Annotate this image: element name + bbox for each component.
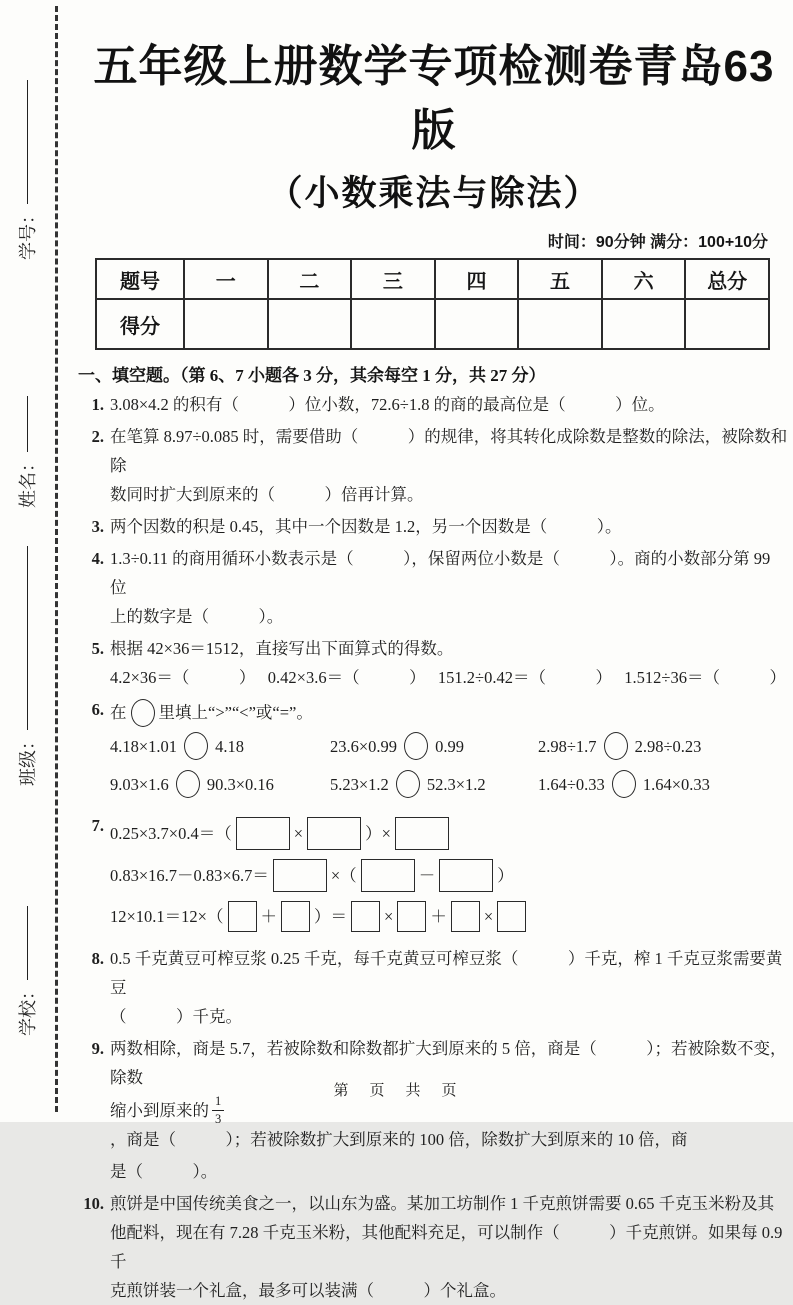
question-text: 在 bbox=[110, 703, 127, 722]
school-label: 学校： bbox=[18, 982, 38, 1036]
answer-box-small bbox=[397, 901, 426, 932]
score-table bbox=[95, 258, 770, 350]
question-item bbox=[78, 944, 790, 1031]
compare-circle bbox=[604, 732, 628, 760]
score-table-column-header: 四 bbox=[435, 259, 519, 299]
question-line: 数同时扩大到原来的（ ）倍再计算。 bbox=[110, 485, 424, 504]
sidebar-field-school bbox=[14, 906, 40, 1036]
expression-item: 151.2÷0.42＝（ ） bbox=[437, 668, 612, 687]
question-item bbox=[78, 1034, 790, 1186]
name-blank-line bbox=[27, 396, 28, 452]
question-body bbox=[110, 422, 790, 509]
question-item bbox=[78, 512, 790, 541]
class-blank-line bbox=[27, 546, 28, 730]
question-text: ） bbox=[497, 866, 514, 885]
question-item bbox=[78, 811, 790, 941]
question-text: ）× bbox=[365, 824, 391, 843]
question-body bbox=[110, 695, 790, 808]
comparison-pair bbox=[330, 770, 538, 799]
question-text: ×（ bbox=[330, 866, 357, 885]
question-number: 5. bbox=[91, 639, 104, 658]
question-line bbox=[110, 901, 790, 932]
question-number: 4. bbox=[91, 549, 104, 568]
comparison-pair bbox=[330, 732, 538, 761]
question-text: 0.25×3.7×0.4＝（ bbox=[110, 824, 232, 843]
answer-box bbox=[361, 859, 415, 892]
question-body bbox=[110, 944, 790, 1031]
question-line bbox=[110, 859, 790, 892]
question-number: 7. bbox=[91, 816, 104, 835]
question-number: 9. bbox=[91, 1039, 104, 1058]
expression-item: 4.2×36＝（ ） bbox=[110, 668, 256, 687]
comparison-pair bbox=[110, 732, 330, 761]
question-body bbox=[110, 811, 790, 941]
score-cell-empty bbox=[685, 299, 769, 349]
page-title: 五年级上册数学专项检测卷青岛63版 bbox=[93, 42, 775, 155]
comparison-pair bbox=[538, 770, 790, 799]
score-table-header-row bbox=[96, 259, 769, 299]
score-table-score-row bbox=[96, 299, 769, 349]
comparison-left: 1.64÷0.33 bbox=[538, 775, 605, 794]
question-item bbox=[78, 544, 790, 631]
score-table-column-header: 五 bbox=[518, 259, 602, 299]
answer-box-small bbox=[451, 901, 480, 932]
comparison-left: 4.18×1.01 bbox=[110, 737, 178, 756]
question-number: 6. bbox=[91, 700, 104, 719]
fraction-denominator: 3 bbox=[215, 1111, 222, 1126]
score-cell-empty bbox=[351, 299, 435, 349]
question-item bbox=[78, 1189, 790, 1305]
question-line: 根据 42×36＝1512，直接写出下面算式的得数。 bbox=[110, 639, 454, 658]
question-item bbox=[78, 422, 790, 509]
question-text: 12×10.1＝12×（ bbox=[110, 907, 224, 926]
school-blank-line bbox=[27, 906, 28, 980]
question-number: 8. bbox=[91, 949, 104, 968]
question-line: 两数相除，商是 5.7，若被除数和除数都扩大到原来的 5 倍，商是（ ）；若被除数不变，除数 bbox=[110, 1039, 787, 1087]
question-line: 1.3÷0.11 的商用循环小数表示是（ ），保留两位小数是（ ）。商的小数部分第 99 位 bbox=[110, 549, 771, 597]
question-line bbox=[110, 1095, 790, 1154]
score-table-header-label: 题号 bbox=[96, 259, 184, 299]
question-line: 是（ ）。 bbox=[110, 1162, 218, 1181]
section-heading-fill-in-blanks: 一、填空题。（第 6、7 小题各 3 分，其余每空 1 分，共 27 分） bbox=[78, 366, 546, 385]
comparison-right: 2.98÷0.23 bbox=[634, 737, 702, 756]
question-body bbox=[110, 390, 790, 419]
answer-box bbox=[307, 817, 361, 850]
comparison-right: 52.3×1.2 bbox=[426, 775, 486, 794]
answer-box bbox=[395, 817, 449, 850]
compare-circle bbox=[404, 732, 428, 760]
question-text: × bbox=[483, 907, 494, 926]
question-body bbox=[110, 544, 790, 631]
question-text: × bbox=[384, 907, 394, 926]
score-table-column-header: 一 bbox=[184, 259, 268, 299]
student-number-blank-line bbox=[27, 80, 28, 204]
answer-box-small bbox=[351, 901, 380, 932]
answer-box bbox=[236, 817, 290, 850]
comparison-right: 0.99 bbox=[435, 737, 464, 756]
compare-circle bbox=[184, 732, 208, 760]
question-number: 3. bbox=[91, 517, 104, 536]
answer-box bbox=[273, 859, 327, 892]
question-text: － bbox=[418, 866, 436, 885]
question-number: 10. bbox=[83, 1194, 104, 1213]
expression-item: 0.42×3.6＝（ ） bbox=[267, 668, 426, 687]
score-table-score-label: 得分 bbox=[96, 299, 184, 349]
time-and-score-info: 时间：90分钟 满分：100+10分 bbox=[547, 234, 768, 251]
questions-list bbox=[78, 390, 790, 1305]
sidebar-field-class bbox=[14, 546, 40, 786]
score-cell-empty bbox=[518, 299, 602, 349]
question-text: 缩小到原来的 bbox=[110, 1100, 209, 1120]
comparison-right: 90.3×0.16 bbox=[206, 775, 274, 794]
question-line: 两个因数的积是 0.45，其中一个因数是 1.2，另一个因数是（ ）。 bbox=[110, 517, 622, 536]
question-line: 3.08×4.2 的积有（ ）位小数，72.6÷1.8 的商的最高位是（ ）位。 bbox=[110, 395, 665, 414]
question-number: 1. bbox=[91, 395, 104, 414]
answer-box-small bbox=[281, 901, 310, 932]
question-line bbox=[110, 698, 790, 727]
score-table-column-header: 二 bbox=[268, 259, 352, 299]
answer-box bbox=[439, 859, 493, 892]
question-body bbox=[110, 1189, 790, 1305]
question-body bbox=[110, 1034, 790, 1186]
question-number: 2. bbox=[91, 427, 104, 446]
question-text: ）＝ bbox=[314, 907, 347, 926]
comparison-right: 1.64×0.33 bbox=[642, 775, 710, 794]
main-content bbox=[78, 0, 790, 1305]
answer-box-small bbox=[497, 901, 526, 932]
student-number-label: 学号： bbox=[18, 206, 38, 260]
comparison-row bbox=[110, 732, 790, 761]
comparison-left: 2.98÷1.7 bbox=[538, 737, 597, 756]
question-line: 煎饼是中国传统美食之一，以山东为盛。某加工坊制作 1 千克煎饼需要 0.65 千克玉米粉及其 bbox=[110, 1194, 775, 1213]
question-body bbox=[110, 512, 790, 541]
question-text: ＋ bbox=[430, 907, 447, 926]
question-line: 0.5 千克黄豆可榨豆浆 0.25 千克，每千克黄豆可榨豆浆（ ）千克，榨 1 千克豆浆需要黄豆 bbox=[110, 949, 783, 997]
question-text: ，商是（ ）；若被除数扩大到原来的 100 倍，除数扩大到原来的 10 倍，商 bbox=[110, 1130, 688, 1149]
comparison-left: 23.6×0.99 bbox=[330, 737, 398, 756]
score-table-column-header: 三 bbox=[351, 259, 435, 299]
score-cell-empty bbox=[268, 299, 352, 349]
question-item bbox=[78, 634, 790, 692]
answer-box-small bbox=[228, 901, 257, 932]
fraction-numerator: 1 bbox=[212, 1095, 224, 1111]
question-text: 0.83×16.7－0.83×6.7＝ bbox=[110, 866, 269, 885]
comparison-pair bbox=[110, 770, 330, 799]
question-line: 在笔算 8.97÷0.085 时，需要借助（ ）的规律，将其转化成除数是整数的除法，被除数和除 bbox=[110, 427, 788, 475]
expression-item: 1.512÷36＝（ ） bbox=[624, 668, 786, 687]
question-item bbox=[78, 390, 790, 419]
question-line: 他配料，现在有 7.28 千克玉米粉，其他配料充足，可以制作（ ）千克煎饼。如果每 0.9 千 bbox=[110, 1223, 783, 1271]
compare-circle-placeholder bbox=[131, 699, 155, 727]
name-label: 姓名： bbox=[18, 454, 38, 508]
question-text: ＋ bbox=[260, 907, 277, 926]
score-cell-empty bbox=[602, 299, 686, 349]
compare-circle bbox=[612, 770, 636, 798]
page-subtitle: （小数乘法与除法） bbox=[267, 174, 601, 213]
score-cell-empty bbox=[184, 299, 268, 349]
binding-dashed-line bbox=[55, 6, 58, 1112]
question-body bbox=[110, 634, 790, 692]
comparison-left: 5.23×1.2 bbox=[330, 775, 389, 794]
expression-row bbox=[110, 663, 790, 692]
question-item bbox=[78, 695, 790, 808]
compare-circle bbox=[396, 770, 420, 798]
comparison-row bbox=[110, 770, 790, 799]
comparison-right: 4.18 bbox=[215, 737, 244, 756]
question-line bbox=[110, 817, 790, 850]
compare-circle bbox=[176, 770, 200, 798]
page-footer: 第 页 共 页 bbox=[333, 1083, 460, 1099]
comparison-pair bbox=[538, 732, 790, 761]
comparison-left: 9.03×1.6 bbox=[110, 775, 169, 794]
question-text: 里填上“>”“<”或“=”。 bbox=[158, 703, 313, 722]
question-line: （ ）千克。 bbox=[110, 1007, 242, 1026]
question-line: 上的数字是（ ）。 bbox=[110, 607, 284, 626]
sidebar-field-name bbox=[14, 396, 40, 508]
class-label: 班级： bbox=[18, 732, 38, 786]
score-cell-empty bbox=[435, 299, 519, 349]
score-table-column-header: 总分 bbox=[685, 259, 769, 299]
sidebar-field-student-number bbox=[14, 80, 40, 260]
question-text: × bbox=[293, 824, 304, 843]
question-line: 克煎饼装一个礼盒，最多可以装满（ ）个礼盒。 bbox=[110, 1281, 506, 1300]
score-table-column-header: 六 bbox=[602, 259, 686, 299]
